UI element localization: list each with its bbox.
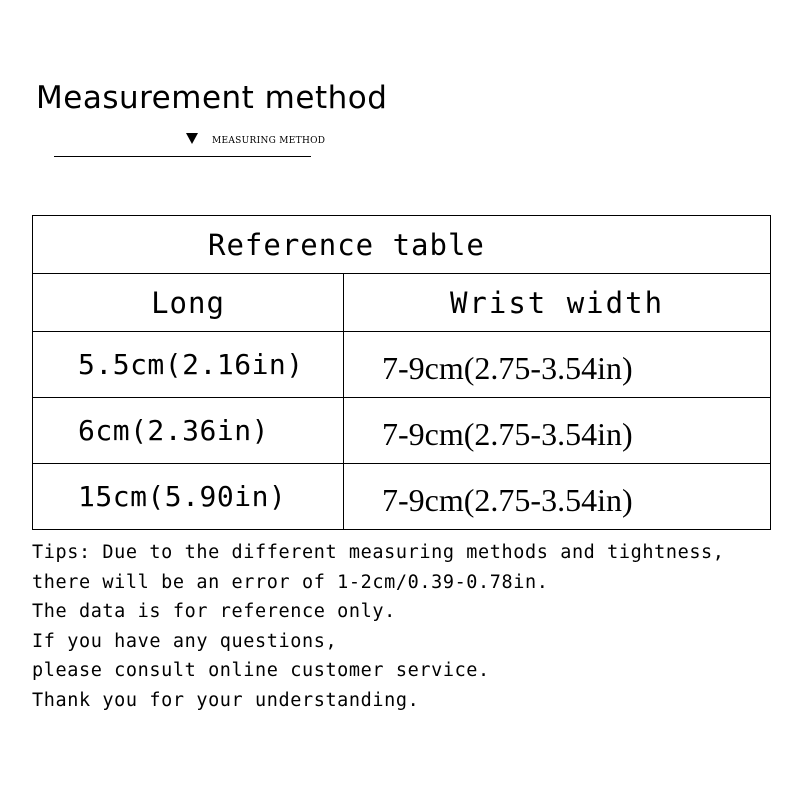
table-row bbox=[33, 332, 771, 398]
triangle-down-icon bbox=[186, 133, 198, 144]
column-header-wrist-width: Wrist width bbox=[344, 274, 771, 332]
wrist-width-cell: 7-9cm(2.75-3.54in) bbox=[344, 464, 771, 530]
tips-line: Thank you for your understanding. bbox=[32, 689, 420, 711]
table-row bbox=[33, 464, 771, 530]
wrist-width-cell: 7-9cm(2.75-3.54in) bbox=[344, 398, 771, 464]
subtitle-divider bbox=[54, 156, 311, 157]
tips-line: If you have any questions, bbox=[32, 630, 338, 652]
table-caption: Reference table bbox=[33, 216, 771, 274]
wrist-width-cell: 7-9cm(2.75-3.54in) bbox=[344, 332, 771, 398]
tips-line: please consult online customer service. bbox=[32, 660, 490, 681]
long-cell: 15cm(5.90in) bbox=[33, 464, 344, 530]
subtitle-text: MEASURING METHOD bbox=[212, 136, 326, 146]
tips-block bbox=[32, 538, 725, 715]
table-caption-row bbox=[33, 216, 771, 274]
long-cell: 6cm(2.36in) bbox=[33, 398, 344, 464]
table-header-row bbox=[33, 274, 771, 332]
table-row bbox=[33, 398, 771, 464]
subtitle-row bbox=[186, 130, 325, 146]
page-title: Measurement method bbox=[36, 80, 388, 116]
column-header-long: Long bbox=[33, 274, 344, 332]
reference-table bbox=[32, 215, 771, 530]
long-cell: 5.5cm(2.16in) bbox=[33, 332, 344, 398]
tips-line: there will be an error of 1-2cm/0.39-0.78in. bbox=[32, 571, 549, 593]
tips-line: Tips: Due to the different measuring methods and tightness, bbox=[32, 542, 725, 563]
tips-line: The data is for reference only. bbox=[32, 601, 396, 622]
